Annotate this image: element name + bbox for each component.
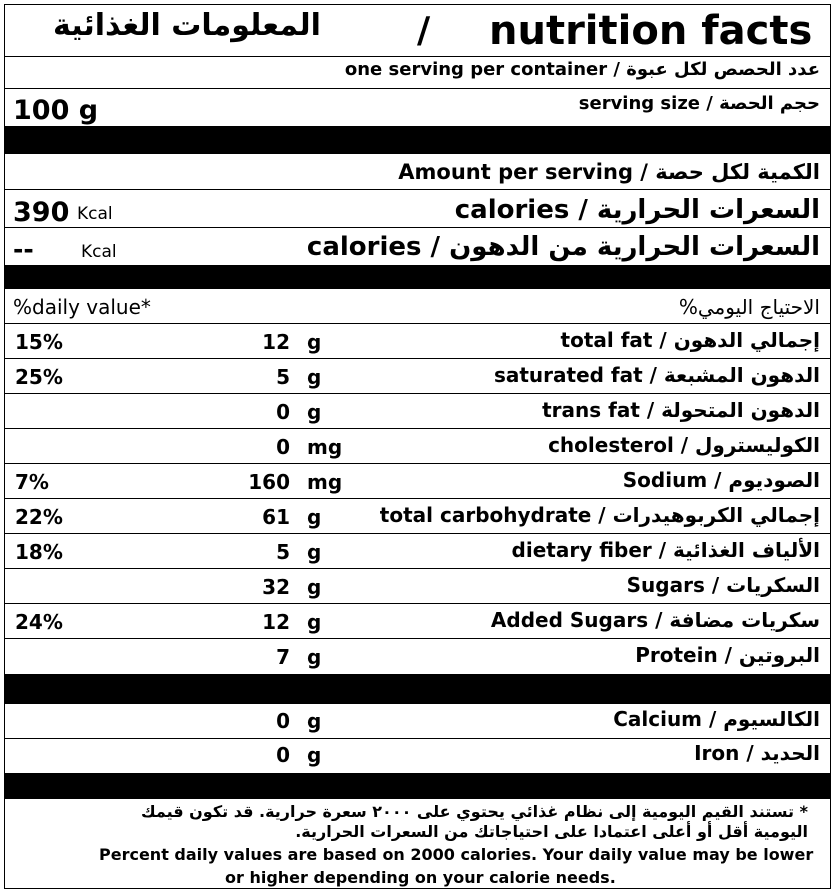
thick-bar [5, 674, 830, 704]
fat-calories-value: -- [13, 235, 34, 264]
mineral-amount: 0 [276, 743, 290, 767]
divider [5, 428, 830, 429]
nutrient-amount: 5 [276, 365, 290, 389]
divider [5, 227, 830, 228]
mineral-unit: g [307, 743, 322, 767]
nutrient-label: cholesterol / الكوليسترول [548, 433, 820, 457]
mineral-label: Iron / الحديد [694, 741, 820, 765]
thick-bar [5, 265, 830, 289]
nutrient-unit: g [307, 330, 322, 354]
divider [5, 738, 830, 739]
nutrient-unit: g [307, 645, 322, 669]
calories-unit: Kcal [77, 204, 113, 224]
nutrient-amount: 0 [276, 435, 290, 459]
thick-bar [5, 126, 830, 154]
nutrient-amount: 0 [276, 400, 290, 424]
nutrient-unit: g [307, 540, 322, 564]
nutrient-unit: g [307, 575, 322, 599]
nutrient-amount: 32 [262, 575, 290, 599]
daily-value-percent: 15% [15, 330, 63, 354]
footnote-arabic-line1: * تستند القيم اليومية إلى نظام غذائي يحتوي على ٢٠٠٠ سعرة حرارية. قد تكون قيمك [140, 802, 808, 821]
nutrient-amount: 160 [248, 470, 290, 494]
nutrient-amount: 12 [262, 330, 290, 354]
daily-value-percent: 18% [15, 540, 63, 564]
nutrient-label: Added Sugars / سكريات مضافة [490, 608, 820, 632]
thick-bar [5, 773, 830, 799]
nutrient-amount: 5 [276, 540, 290, 564]
footnote-english-line1: Percent daily values are based on 2000 calories. Your daily value may be lower [99, 845, 814, 864]
nutrient-label: dietary fiber / الألياف الغذائية [511, 538, 820, 562]
title-english: nutrition facts [489, 8, 813, 54]
nutrient-unit: g [307, 365, 322, 389]
nutrient-label: Sodium / الصوديوم [622, 468, 820, 492]
divider [5, 498, 830, 499]
mineral-amount: 0 [276, 709, 290, 733]
servings-per-container: one serving per container / عدد الحصص لكل عبوة [344, 59, 820, 80]
nutrient-unit: g [307, 505, 322, 529]
serving-size-value: 100 g [13, 95, 99, 126]
divider [5, 638, 830, 639]
divider [5, 88, 830, 89]
divider [5, 189, 830, 190]
header [5, 5, 830, 57]
divider [5, 533, 830, 534]
divider [5, 568, 830, 569]
daily-value-header-ar: %الاحتياج اليومي [678, 295, 820, 319]
nutrient-unit: mg [307, 435, 343, 459]
nutrient-label: Sugars / السكريات [626, 573, 820, 597]
fat-calories-label: calories / السعرات الحرارية من الدهون [306, 232, 820, 262]
nutrient-label: total carbohydrate / إجمالي الكربوهيدرات [379, 503, 820, 527]
nutrient-label: Protein / البروتين [635, 643, 820, 667]
nutrient-unit: mg [307, 470, 343, 494]
daily-value-percent: 22% [15, 505, 63, 529]
divider [5, 358, 830, 359]
footnote-arabic-line2: اليومية أقل أو أعلى اعتمادا على احتياجاتك من السعرات الحرارية. [295, 822, 808, 841]
nutrient-label: trans fat / الدهون المتحولة [542, 398, 820, 422]
mineral-unit: g [307, 709, 322, 733]
fat-calories-unit: Kcal [81, 242, 117, 262]
divider [5, 393, 830, 394]
calories-value: 390 [13, 197, 70, 228]
daily-value-percent: 7% [15, 470, 49, 494]
daily-value-header-en: %daily value* [13, 295, 151, 319]
calories-label: calories / السعرات الحرارية [454, 195, 820, 225]
nutrient-amount: 12 [262, 610, 290, 634]
divider [5, 463, 830, 464]
nutrient-amount: 61 [262, 505, 290, 529]
nutrient-label: total fat / إجمالي الدهون [560, 328, 820, 352]
nutrition-label [4, 4, 831, 889]
nutrient-amount: 7 [276, 645, 290, 669]
title-slash: / [417, 10, 431, 51]
nutrient-unit: g [307, 610, 322, 634]
footnote-english-line2: or higher depending on your calorie needs. [225, 868, 616, 887]
divider [5, 323, 830, 324]
nutrient-label: saturated fat / الدهون المشبعة [493, 363, 820, 387]
daily-value-percent: 25% [15, 365, 63, 389]
divider [5, 603, 830, 604]
mineral-label: Calcium / الكالسيوم [613, 707, 820, 731]
serving-size-label: serving size / حجم الحصة [578, 93, 820, 114]
nutrient-unit: g [307, 400, 322, 424]
daily-value-percent: 24% [15, 610, 63, 634]
title-arabic: المعلومات الغذائية [53, 8, 321, 43]
amount-per-serving-label: Amount per serving / الكمية لكل حصة [398, 160, 820, 184]
